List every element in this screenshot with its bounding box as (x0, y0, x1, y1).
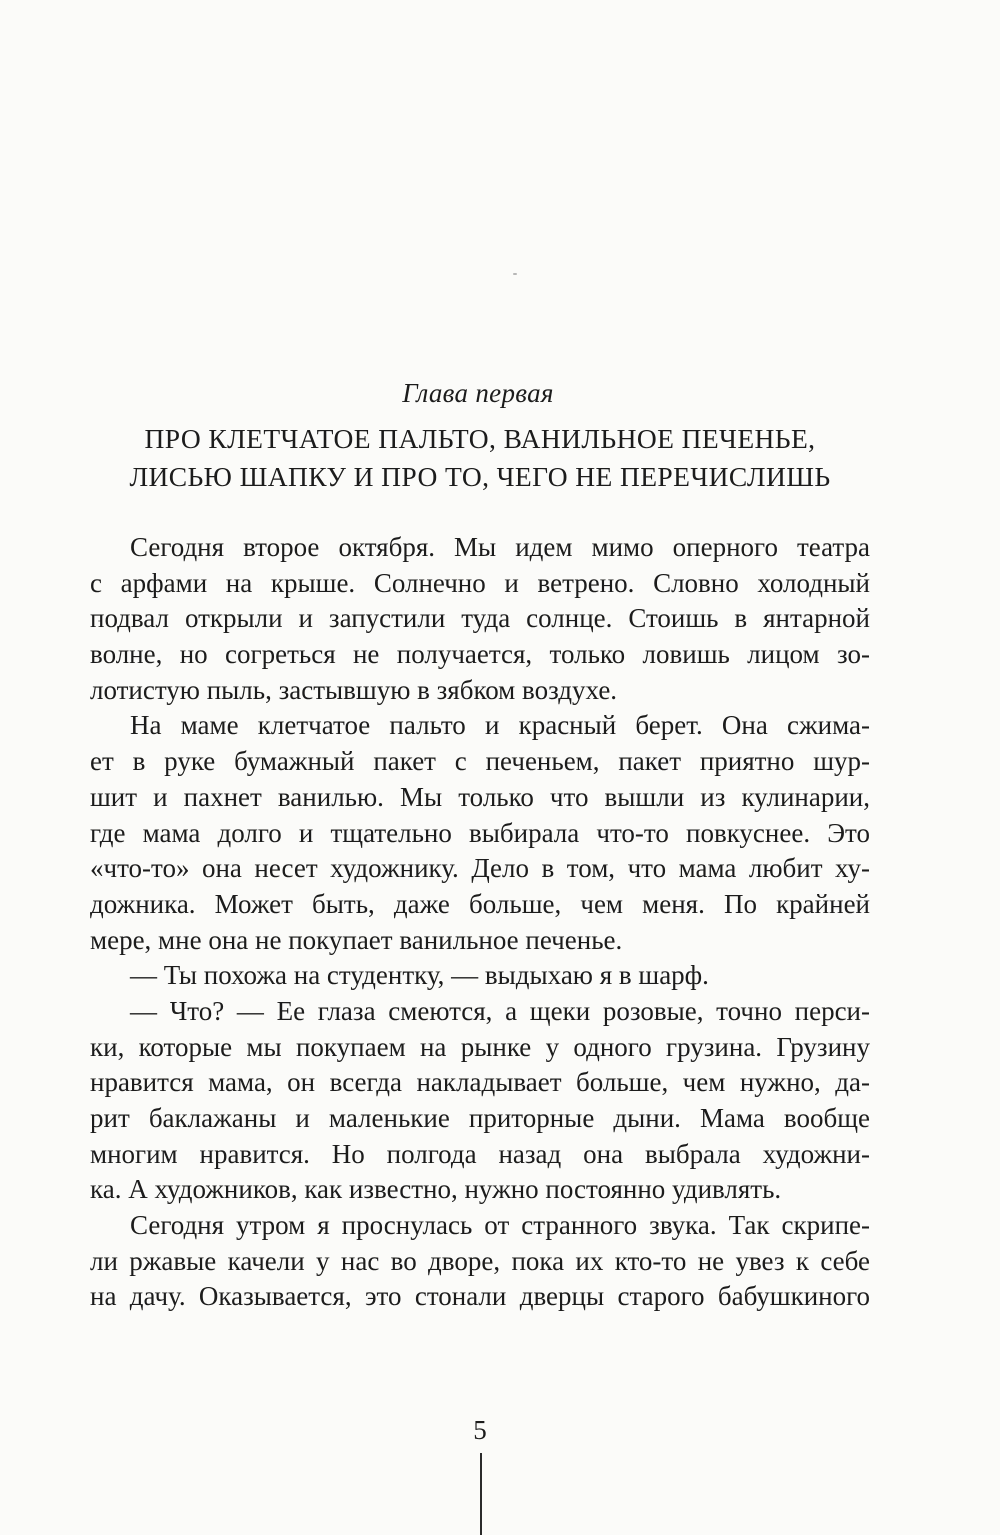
text-line: многим нравится. Но полгода назад она выбрала художни- (90, 1138, 870, 1169)
paper-speck (513, 273, 517, 275)
text-line: На маме клетчатое пальто и красный берет. Она сжима- (130, 710, 870, 741)
text-line: ет в руке бумажный пакет с печеньем, пакет приятно шур- (90, 746, 870, 777)
chapter-title-line: ЛИСЬЮ ШАПКУ И ПРО ТО, ЧЕГО НЕ ПЕРЕЧИСЛИШЬ (129, 461, 831, 492)
page-number: 5 (473, 1415, 487, 1445)
chapter-label: Глава первая (402, 378, 554, 408)
text-line: где мама долго и тщательно выбирала что-то повкуснее. Это (90, 817, 870, 848)
text-line: Сегодня утром я проснулась от странного звука. Так скрипе- (130, 1210, 870, 1241)
text-line: с арфами на крыше. Солнечно и ветрено. Словно холодный (90, 567, 870, 598)
body-text (90, 530, 870, 1315)
text-line: ка. А художников, как известно, нужно постоянно удивлять. (90, 1174, 782, 1205)
text-line: волне, но согреться не получается, только ловишь лицом зо- (90, 639, 870, 670)
text-line: рит баклажаны и маленькие приторные дыни. Мама вообще (90, 1103, 870, 1133)
text-line: шит и пахнет ванилью. Мы только что вышли из кулинарии, (90, 781, 870, 812)
text-line: на дачу. Оказывается, это стонали дверцы старого бабушкиного (90, 1281, 870, 1312)
chapter-title (90, 420, 870, 496)
text-line: Сегодня второе октября. Мы идем мимо оперного театра (130, 532, 870, 562)
text-line: дожника. Может быть, даже больше, чем меня. По крайней (90, 888, 870, 919)
text-line: — Ты похожа на студентку, — выдыхаю я в шарф. (130, 960, 709, 991)
text-line: мере, мне она не покупает ванильное печенье. (90, 924, 623, 955)
text-line: лотистую пыль, застывшую в зябком воздухе. (90, 674, 618, 705)
chapter-title-line: ПРО КЛЕТЧАТОЕ ПАЛЬТО, ВАНИЛЬНОЕ ПЕЧЕНЬЕ, (144, 423, 816, 454)
text-line: — Что? — Ее глаза смеются, а щеки розовые, точно перси- (130, 995, 870, 1026)
text-line: «что-то» она несет художнику. Дело в том, что мама любит ху- (90, 853, 870, 884)
text-line: ки, которые мы покупаем на рынке у одного грузина. Грузину (90, 1031, 870, 1062)
text-line: подвал открыли и запустили туда солнце. Стоишь в янтарной (90, 603, 870, 634)
text-line: нравится мама, он всегда накладывает больше, чем нужно, да- (90, 1067, 870, 1098)
text-line: ли ржавые качели у нас во дворе, пока их кто-то не увез к себе (90, 1245, 870, 1276)
footer-rule (480, 1453, 482, 1535)
